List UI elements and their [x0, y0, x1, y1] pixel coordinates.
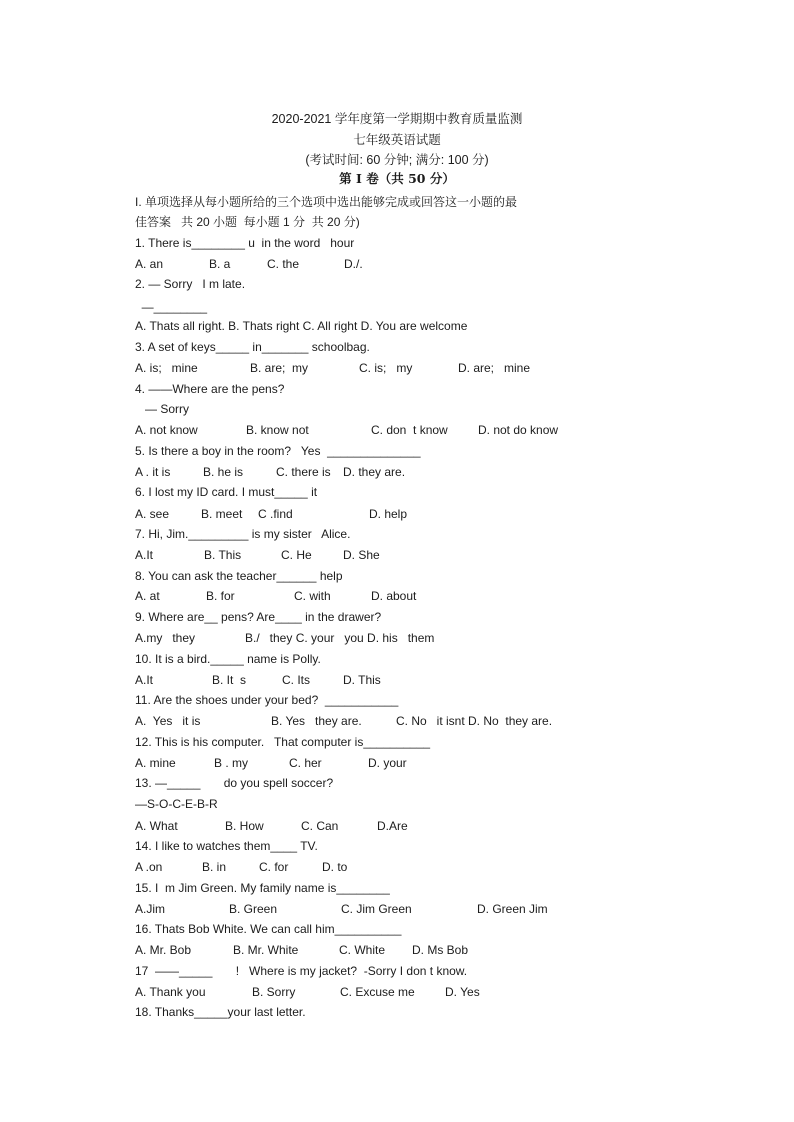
answer-option: B. meet [201, 507, 243, 521]
answer-option: A. What [135, 819, 178, 833]
answer-option: C. there is [276, 465, 331, 479]
question-stem: 3. A set of keys_____ in_______ schoolbag. [135, 340, 370, 354]
question-stem: 18. Thanks_____your last letter. [135, 1005, 306, 1019]
answer-option: B. are; my [250, 361, 309, 375]
answer-option: C. don t know [371, 423, 448, 437]
answer-option: D. help [369, 507, 408, 521]
answer-option: D. not do know [478, 423, 559, 437]
answer-option: D. your [368, 756, 407, 770]
answer-option: B . my [214, 756, 249, 770]
question-dialogue-line: —S-O-C-E-B-R [135, 797, 218, 811]
answer-option: C. Its [282, 673, 311, 687]
answer-option: A. not know [135, 423, 198, 437]
answer-option: B. know not [246, 423, 309, 437]
question-stem: 2. — Sorry I m late. [135, 277, 246, 291]
answer-option: D. about [371, 589, 417, 603]
answer-option: A .on [135, 860, 163, 874]
question-dialogue-line: — Sorry [135, 402, 190, 416]
answer-option: A . it is [135, 465, 171, 479]
answer-option: D. This [343, 673, 381, 687]
question-stem: 5. Is there a boy in the room? Yes ______________ [135, 444, 421, 458]
question-stem: 1. There is________ u in the word hour [135, 236, 358, 250]
answer-option: C. is; my [359, 361, 413, 375]
answer-option: D. Ms Bob [412, 943, 469, 957]
answer-option: D. are; mine [458, 361, 531, 375]
grade-subject-title: 七年级英语试题 [353, 133, 441, 147]
question-stem: 15. I m Jim Green. My family name is________ [135, 881, 390, 895]
answer-option: B. Mr. White [233, 943, 299, 957]
answer-option: D. She [343, 548, 380, 562]
answer-option: D. they are. [343, 465, 406, 479]
answer-option: C. Can [301, 819, 339, 833]
answer-option: D.Are [377, 819, 408, 833]
answer-option: B. How [225, 819, 264, 833]
answer-option: A. mine [135, 756, 176, 770]
answer-option: C. with [294, 589, 331, 603]
answer-option: A. an [135, 257, 164, 271]
exam-time-score: (考试时间: 60 分钟; 满分: 100 分) [305, 153, 489, 167]
answer-option: B./ they C. your you D. his them [245, 631, 435, 645]
question-stem: 6. I lost my ID card. I must_____ it [135, 485, 318, 499]
answer-option: B. in [202, 860, 227, 874]
answer-option: C. He [281, 548, 312, 562]
answer-option: A. Yes it is [135, 714, 201, 728]
answer-option: B. Green [229, 902, 278, 916]
answer-option: B. a [209, 257, 231, 271]
question-stem: 11. Are the shoes under your bed? ___________ [135, 693, 399, 707]
answer-option: A.Jim [135, 902, 165, 916]
instructions-line-1: I. 单项选择从每小题所给的三个选项中选出能够完成或回答这一小题的最 [135, 195, 518, 209]
answer-option: B. This [204, 548, 242, 562]
question-stem: 10. It is a bird._____ name is Polly. [135, 652, 321, 666]
answer-option: A.my they [135, 631, 196, 645]
answer-option: B. he is [203, 465, 244, 479]
question-stem: 9. Where are__ pens? Are____ in the drawer? [135, 610, 382, 624]
exam-title: 2020-2021 学年度第一学期期中教育质量监测 [271, 112, 523, 126]
answer-option: A. Thats all right. B. Thats right C. All right D. You are welcome [135, 319, 468, 333]
answer-option: A. Thank you [135, 985, 206, 999]
answer-option: D. Yes [445, 985, 480, 999]
answer-option: C. her [289, 756, 322, 770]
question-stem: 8. You can ask the teacher______ help [135, 569, 343, 583]
answer-option: C. White [339, 943, 386, 957]
answer-option: A. at [135, 589, 160, 603]
answer-option: B. It s [212, 673, 247, 687]
question-stem: 4. ——Where are the pens? [135, 382, 285, 396]
question-stem: 12. This is his computer. That computer is__________ [135, 735, 431, 749]
answer-option: A. Mr. Bob [135, 943, 192, 957]
question-stem: 13. —_____ do you spell soccer? [135, 776, 334, 790]
answer-option: A.It [135, 548, 154, 562]
answer-option: A. see [135, 507, 170, 521]
question-dialogue-line: —________ [135, 300, 208, 314]
answer-option: A. is; mine [135, 361, 198, 375]
answer-option: D./. [344, 257, 363, 271]
answer-option: D. Green Jim [477, 902, 548, 916]
answer-option: B. for [206, 589, 235, 603]
answer-option: C. No it isnt D. No they are. [396, 714, 553, 728]
question-stem: 14. I like to watches them____ TV. [135, 839, 318, 853]
answer-option: C .find [258, 507, 293, 521]
answer-option: B. Sorry [252, 985, 296, 999]
answer-option: D. to [322, 860, 348, 874]
answer-option: C. Jim Green [341, 902, 412, 916]
answer-option: C. for [259, 860, 289, 874]
answer-option: C. Excuse me [340, 985, 415, 999]
answer-option: C. the [267, 257, 300, 271]
instructions-line-2: 佳答案 共 20 小题 每小题 1 分 共 20 分) [135, 215, 360, 229]
section-title: 第 I 卷（共 50 分） [339, 171, 455, 186]
question-stem: 17 ——_____ ! Where is my jacket? -Sorry I don t know. [135, 964, 468, 978]
answer-option: A.It [135, 673, 154, 687]
answer-option: B. Yes they are. [271, 714, 362, 728]
question-stem: 7. Hi, Jim._________ is my sister Alice. [135, 527, 351, 541]
question-stem: 16. Thats Bob White. We can call him__________ [135, 922, 402, 936]
